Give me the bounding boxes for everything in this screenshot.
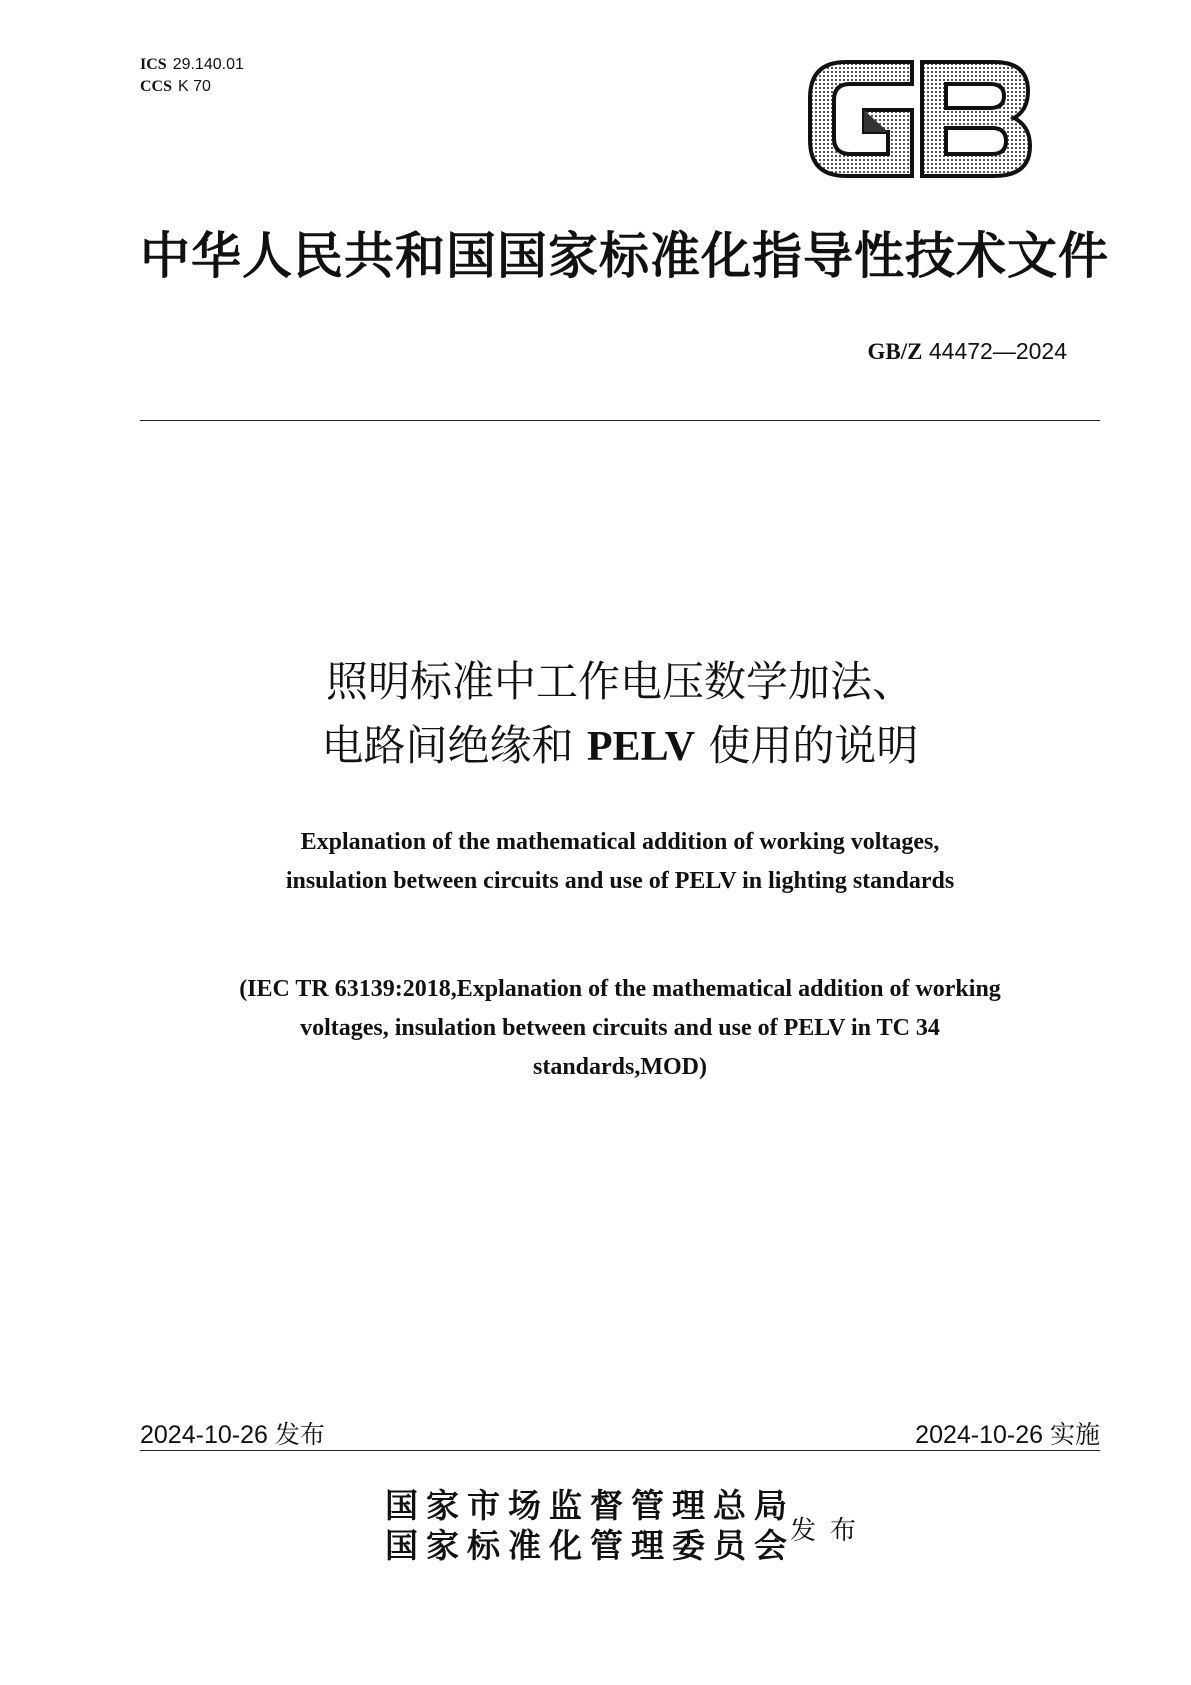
ics-label: ICS: [140, 56, 167, 73]
chinese-title-line-1: 照明标准中工作电压数学加法、: [325, 657, 914, 706]
issue-date: 2024-10-26 发布: [140, 1421, 325, 1449]
standard-number-prefix: GB/Z: [867, 339, 923, 364]
issuing-authorities: [385, 1486, 795, 1566]
english-title: [140, 823, 1100, 901]
chinese-title-line-2-part-1: 电路间绝缘和: [321, 721, 587, 770]
classification-codes: [140, 54, 244, 98]
chinese-title-line-2: [140, 714, 1100, 779]
issue-action-label: 发布: [790, 1516, 871, 1546]
adopted-standard-line-1: (IEC TR 63139:2018,Explanation of the mathematical addition of working: [239, 976, 1001, 1002]
ics-code: [140, 54, 244, 76]
top-divider: [140, 420, 1100, 421]
chinese-title-line-2-part-2: 使用的说明: [695, 721, 919, 770]
ccs-code: [140, 76, 244, 98]
adopted-standard-note: [140, 970, 1100, 1087]
english-title-line-1: Explanation of the mathematical addition of working voltages,: [300, 829, 940, 855]
standard-number: [868, 338, 1067, 365]
adopted-standard-line-2: voltages, insulation between circuits and use of PELV in TC 34: [300, 1015, 940, 1041]
ccs-value: K 70: [178, 78, 211, 95]
ics-value: 29.140.01: [172, 56, 244, 73]
english-title-line-2: insulation between circuits and use of PELV in lighting standards: [285, 868, 955, 894]
ccs-label: CCS: [140, 78, 173, 95]
chinese-title-pelv: PELV: [586, 724, 696, 770]
document-type-heading: 中华人民共和国国家标准化指导性技术文件: [140, 227, 1109, 285]
gb-logo-icon: [806, 58, 1034, 180]
issuer-sac: 国家标准化管理委员会: [385, 1526, 795, 1565]
issuer-samr: 国家市场监督管理总局: [385, 1486, 795, 1525]
implementation-date: 2024-10-26 实施: [915, 1421, 1100, 1449]
bottom-divider: [140, 1450, 1100, 1451]
standard-number-value: 44472—2024: [928, 338, 1067, 364]
adopted-standard-line-3: standards,MOD): [532, 1054, 707, 1080]
chinese-title: [140, 650, 1100, 779]
